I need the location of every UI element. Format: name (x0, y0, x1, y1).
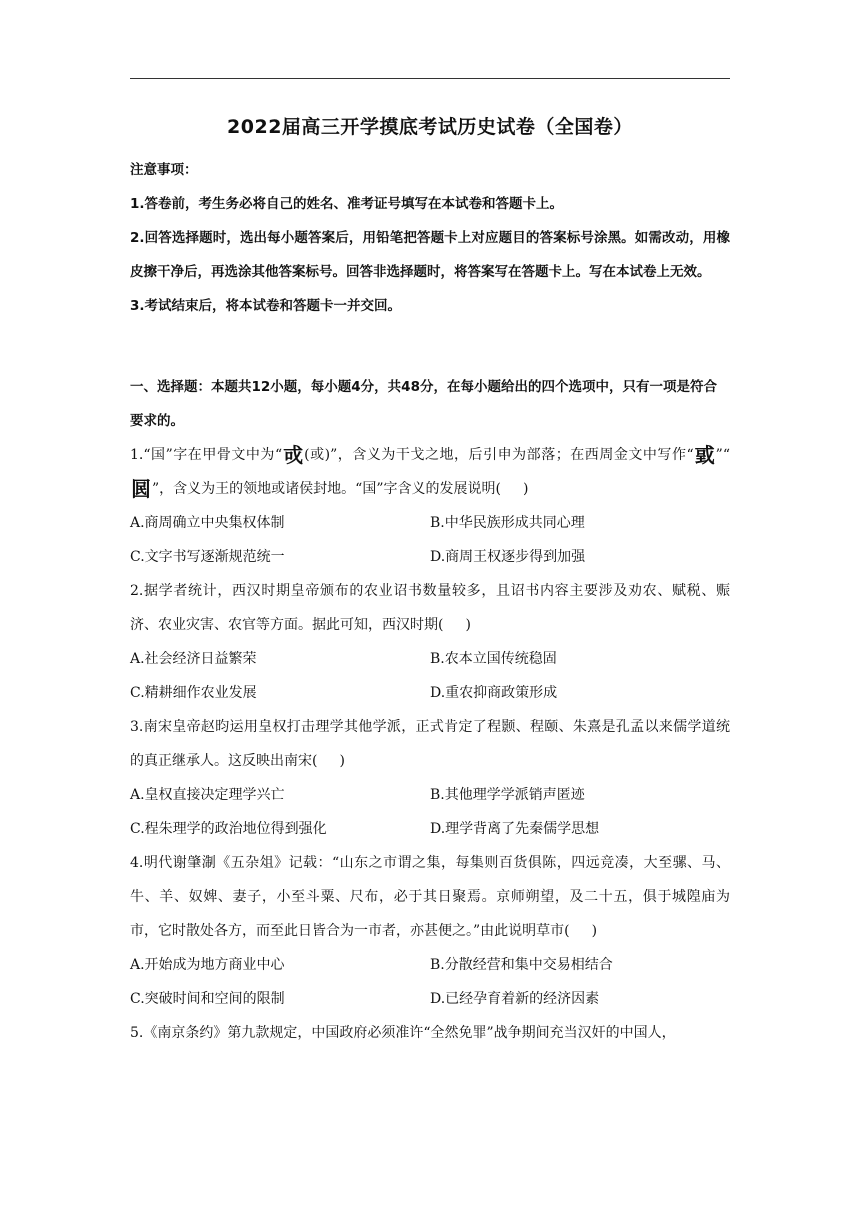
question-1: 1.“国”字在甲骨文中为“戓(或)”，含义为干戈之地，后引申为部落；在西周金文中写作“戜”“囻”，含义为王的领地或诸侯封地。“国”字含义的发展说明( ) (130, 443, 730, 501)
option-a: A.商周确立中央集权体制 (130, 515, 285, 531)
oracle-bone-glyph-icon: 戓 (283, 443, 304, 467)
bronze-glyph-icon: 戜 (694, 443, 715, 467)
option-c: C.突破时间和空间的限制 (130, 991, 285, 1007)
option-d: D.已经孕育着新的经济因素 (430, 991, 600, 1007)
question-1-options (130, 506, 730, 574)
notice-item-2: 2.回答选择题时，选出每小题答案后，用铅笔把答题卡上对应题目的答案标号涂黑。如需改动，用橡皮擦干净后，再选涂其他答案标号。回答非选择题时，将答案写在答题卡上。写在本试卷上无效。 (130, 230, 730, 280)
question-2: 2.据学者统计，西汉时期皇帝颁布的农业诏书数量较多，且诏书内容主要涉及劝农、赋税、赈济、农业灾害、农官等方面。据此可知，西汉时期( ) (130, 583, 730, 633)
option-d: D.商周王权逐步得到加强 (430, 549, 586, 565)
notice-item-3: 3.考试结束后，将本试卷和答题卡一并交回。 (130, 298, 402, 314)
bronze-glyph-2-icon: 囻 (131, 477, 151, 501)
option-a: A.皇权直接决定理学兴亡 (130, 787, 285, 803)
option-d: D.重农抑商政策形成 (430, 685, 558, 701)
option-b: B.其他理学学派销声匿迹 (430, 787, 585, 803)
question-2-options (130, 642, 730, 710)
option-a: A.社会经济日益繁荣 (130, 651, 257, 667)
question-5: 5.《南京条约》第九款规定，中国政府必须准许“全然免罪”战争期间充当汉奸的中国人， (130, 1025, 676, 1041)
option-c: C.精耕细作农业发展 (130, 685, 257, 701)
question-4: 4.明代谢肇淛《五杂俎》记载：“山东之市谓之集，每集则百货俱陈，四远竞凑，大至骡、马、牛、羊、奴婢、妻子，小至斗粟、尺布，必于其日聚焉。京师朔望，及二十五，俱于城隍庙为市，它时散处各方，而至此日皆合为一市者，亦甚便之。”由此说明草市( ) (130, 855, 730, 939)
notice-heading: 注意事项： (130, 162, 198, 178)
option-b: B.农本立国传统稳固 (430, 651, 557, 667)
question-4-options (130, 948, 730, 1016)
notice-block (130, 153, 730, 323)
option-c: C.程朱理学的政治地位得到强化 (130, 821, 327, 837)
document-body (130, 112, 730, 1050)
question-3: 3.南宋皇帝赵昀运用皇权打击理学其他学派，正式肯定了程颢、程颐、朱熹是孔孟以来儒学道统的真正继承人。这反映出南宋( ) (130, 719, 730, 769)
option-c: C.文字书写逐渐规范统一 (130, 549, 285, 565)
question-3-options (130, 778, 730, 846)
option-a: A.开始成为地方商业中心 (130, 957, 285, 973)
option-b: B.中华民族形成共同心理 (430, 515, 585, 531)
header-rule (130, 78, 730, 79)
section-heading: 一、选择题：本题共12小题，每小题4分，共48分，在每小题给出的四个选项中，只有一项是符合要求的。 (130, 379, 717, 429)
notice-item-1: 1.答卷前，考生务必将自己的姓名、准考证号填写在本试卷和答题卡上。 (130, 196, 564, 212)
option-d: D.理学背离了先秦儒学思想 (430, 821, 600, 837)
exam-title: 2022届高三开学摸底考试历史试卷（全国卷） (227, 116, 633, 138)
option-b: B.分散经营和集中交易相结合 (430, 957, 613, 973)
